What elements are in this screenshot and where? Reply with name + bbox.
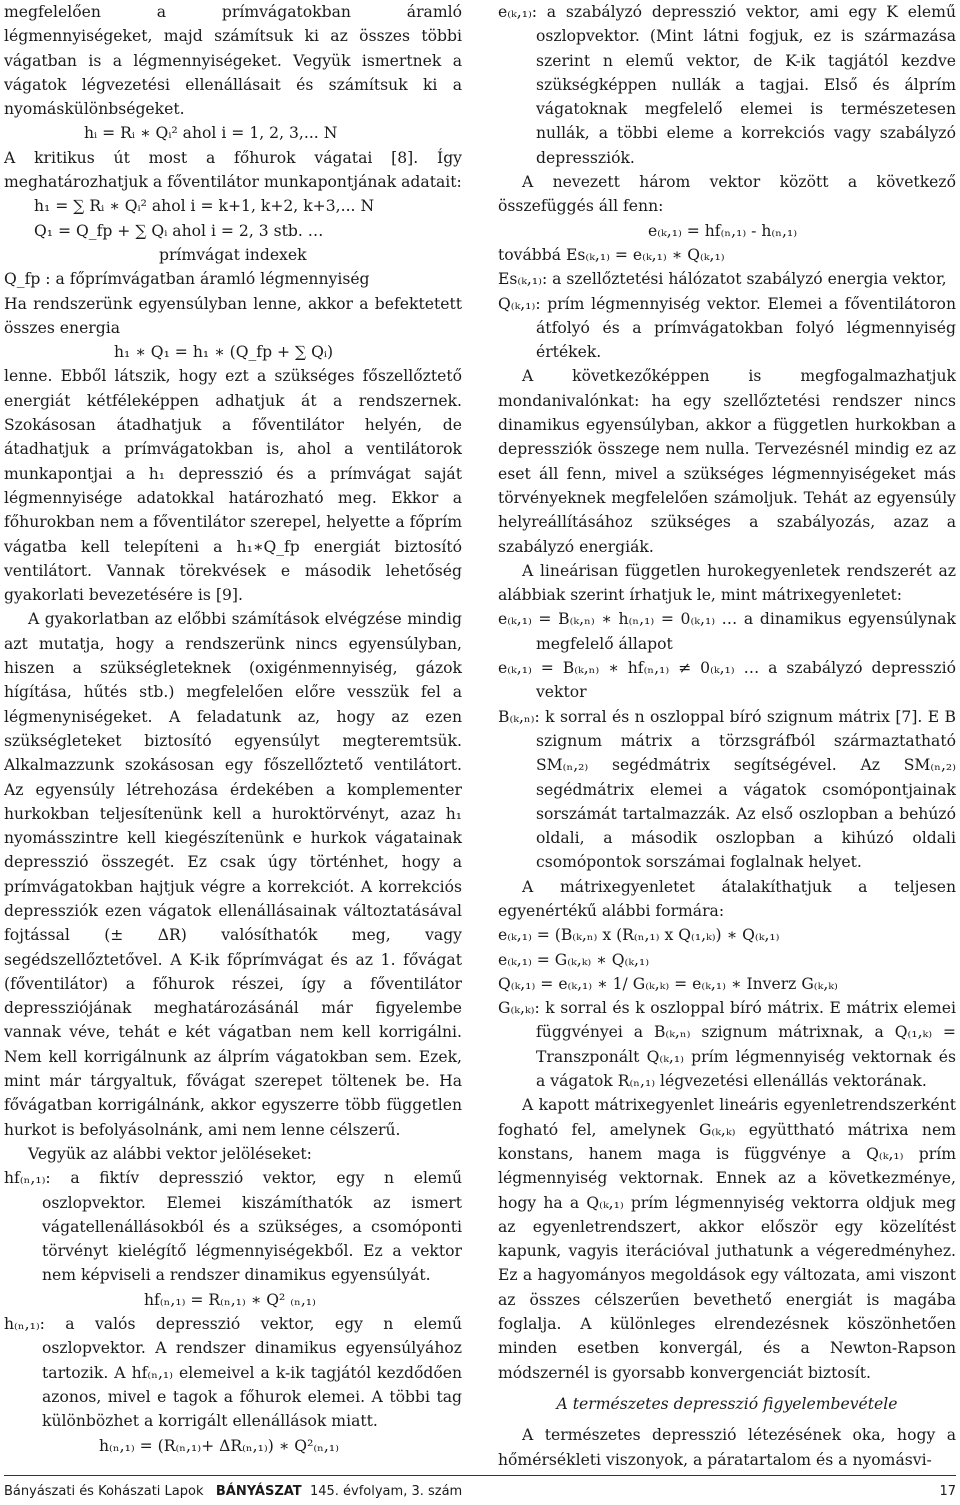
paragraph: Ha rendszerünk egyensúlyban lenne, akkor a befektetett összes energia (4, 294, 462, 337)
paragraph: A lineárisan független hurokegyenletek rendszerét az alábbiak szerint írhatjuk le, mint mátrixegyenletet: (498, 561, 956, 605)
page-footer (4, 1475, 956, 1504)
paragraph: e₍ₖ,₁₎ = B₍ₖ,ₙ₎ ∗ h₍ₙ,₁₎ = 0₍ₖ,₁₎ … a dinamikus egyensúlynak megfelelő állapot (498, 610, 956, 653)
section-heading: A természetes depresszió figyelembevétele (556, 1394, 898, 1413)
paragraph: B₍ₖ,ₙ₎: k sorral és n oszloppal bíró szignum mátrix [7]. E B szignum mátrix a törzsgráfból származtatható SM₍ₙ,₂₎ segédmátrix segítségével. Az SM₍ₙ,₂₎ segédmátrix elemei a vágatok csomópontjainak sorszámát tartalmazzák. Az első oszlopban a behúzó oldali, a második oszlopban a kihúzó oldali csomópontok sorszámai foglalnak helyet. (498, 707, 956, 872)
equation: e₍ₖ,₁₎ = hf₍ₙ,₁₎ - h₍ₙ,₁₎ (648, 221, 798, 240)
paragraph: A mátrixegyenletet átalakíthatjuk a teljesen egyenértékű alábbi formára: (498, 877, 956, 920)
equation: e₍ₖ,₁₎ = G₍ₖ,ₖ₎ ∗ Q₍ₖ,₁₎ (498, 950, 650, 969)
paragraph: Q₍ₖ,₁₎: prím légmennyiség vektor. Elemei a főventilátoron átfolyó és a prímvágatokban folyó légmennyiség értékek. (498, 294, 956, 362)
equation: h₁ ∗ Q₁ = h₁ ∗ (Q_fp + ∑ Qᵢ) (114, 343, 334, 362)
equation: hᵢ = Rᵢ ∗ Qᵢ² ahol i = 1, 2, 3,... N (84, 124, 338, 143)
journal-name: Bányászati és Kohászati Lapok (4, 1484, 204, 1499)
paragraph: hf₍ₙ,₁₎: a fiktív depresszió vektor, egy n elemű oszlopvektor. Elemei kiszámíthatók az ismert vágatellenállásokból és a szükséges, a csomóponti törvényt kielégítő légmennyiségekből. Ez a vektor nem képviseli a rendszer dinamikus egyensúlyát. (4, 1169, 462, 1285)
equation: e₍ₖ,₁₎ = (B₍ₖ,ₙ₎ x (R₍ₙ,₁₎ x Q₍₁,ₖ₎) ∗ Q₍ₖ,₁₎ (498, 926, 780, 945)
equation: h₍ₙ,₁₎ = (R₍ₙ,₁₎+ ΔR₍ₙ,₁₎) ∗ Q²₍ₙ,₁₎ (99, 1436, 339, 1455)
paragraph: A természetes depresszió létezésének oka, hogy a hőmérsékleti viszonyok, a páratartalom és a nyomásvi- (498, 1426, 956, 1469)
page-number: 17 (939, 1484, 956, 1499)
paragraph: G₍ₖ,ₖ₎: k sorral és k oszloppal bíró mátrix. E mátrix elemei függvényei a B₍ₖ,ₙ₎ szignum mátrixnak, a Q₍₁,ₖ₎ = Transzponált Q₍ₖ,₁₎ prím légmennyiség vektornak és a vágatok R₍ₙ,₁₎ légvezetési ellenállás vektorának. (498, 999, 956, 1091)
equation: prímvágat indexek (159, 245, 307, 264)
paragraph: Es₍ₖ,₁₎: a szellőztetési hálózatot szabályzó energia vektor, (498, 270, 947, 289)
paragraph: e₍ₖ,₁₎ = B₍ₖ,ₙ₎ ∗ hf₍ₙ,₁₎ ≠ 0₍ₖ,₁₎ … a szabályzó depresszió vektor (498, 659, 956, 702)
paragraph: A következőképpen is megfogalmazhatjuk mondanivalónkat: ha egy szellőztetési rendszer nincs dinamikus egyensúlyban, akkor a független hurkokban a depressziók összege nem nulla. Tervezésnél mindig ez az eset áll fenn, mivel a szükséges légmennyiségeket más törvényeknek megfelelően számoljuk. Tehát az egyensúly helyreállításához szükséges a szabályozás, azaz a szabályzó energiák. (498, 367, 956, 556)
paragraph: A gyakorlatban az előbbi számítások elvégzése mindig azt mutatja, hogy a rendszerünk nincs egyensúlyban, hiszen a szükségleteknek (oxigénmennyiség, gázok hígítása, hűtés stb.) megfelelően előre vesszük fel a légmenyniségeket. A feladatunk az, hogy az ezen szükségleteket biztosító egyensúlyt megteremtsük. Alkalmazzunk szokásosan egy főszellőztető ventilátort. Az egyensúly létrehozása érdekében a komplementer hurkokban teljesítenünk kell a huroktörvényt, azaz h₁ nyomásszintre kell kiegészítenünk e hurkok vágatainak depresszió összegét. Ez csak úgy történhet, hogy a prímvágatokban hajtjuk végre a korrekciót. A korrekciós depressziók ezen vágatok ellenállásainak változtatásával fojtással (± ΔR) valósíthatók meg, vagy segédszellőztetővel. A K-ik főprímvágat és az 1. fővágat (főventilátor) a főhurok részei, így a főventilátor depressziójának meghatározásánál már figyelembe vannak véve, tehát e két vágatban nem kell korrigálni. Nem kell korrigálnunk az álprím vágatokban sem. Ezek, mint már tárgyaltuk, fővágat szerepet töltenek be. Ha fővágatban korrigálnánk, akkor egyszerre több független hurkot is befolyásolnánk, ami nem lenne célszerű. (4, 610, 462, 1139)
equation: Q₍ₖ,₁₎ = e₍ₖ,₁₎ ∗ 1/ G₍ₖ,ₖ₎ = e₍ₖ,₁₎ ∗ Inverz G₍ₖ,ₖ₎ (498, 974, 838, 993)
paragraph: e₍ₖ,₁₎: a szabályzó depresszió vektor, ami egy K elemű oszlopvektor. (Mint látni fogjuk, ez is származása szerint n elemű vektor, de K-ik tagjától kezdve szükségképpen nullák a tagjai. Első és álprím vágatoknak megfelelő elemei is természetesen nullák, a többi eleme a korrekciós vagy szabályzó depressziók. (498, 3, 956, 167)
paragraph: Q_fp : a főprímvágatban áramló légmennyiség (4, 270, 370, 289)
equation: hf₍ₙ,₁₎ = R₍ₙ,₁₎ ∗ Q² ₍ₙ,₁₎ (144, 1290, 316, 1309)
journal-caps: BÁNYÁSZAT (215, 1484, 302, 1499)
paragraph: megfelelően a prímvágatokban áramló légmennyiségeket, majd számítsuk ki az összes többi vágatban is a légmennyiségeket. Vegyük ismertnek a vágatok légvezetési ellenállásait és számítsuk ki a nyomáskülönbségeket. (4, 3, 462, 119)
paragraph: lenne. Ebből látszik, hogy ezt a szükséges főszellőztető energiát kétféleképpen adhatjuk át a rendszernek. Szokásosan átadhatjuk a főventilátor helyén, de átadhatjuk a prímvágatokban is, ahol a ventilátorok munkapontjai a h₁ depresszió és a prímvágat saját légmennyisége adatokkal határozható meg. Ekkor a főhurokban nem a főventilátor szerepel, helyette a főprím vágatba kell telepíteni a h₁∗Q_fp energiát biztosító ventilátort. Vannak törekvések e második lehetőség gyakorlati bevezetésére is [9]. (4, 367, 462, 605)
paragraph: Vegyük az alábbi vektor jelöléseket: (28, 1144, 312, 1163)
equation: továbbá Es₍ₖ,₁₎ = e₍ₖ,₁₎ ∗ Q₍ₖ,₁₎ (498, 245, 725, 264)
left-column (4, 0, 462, 1458)
paragraph: A kapott mátrixegyenlet lineáris egyenletrendszerként fogható fel, amelynek G₍ₖ,ₖ₎ együttható mátrixa nem konstans, hanem maga is függvénye a Q₍ₖ,₁₎ prím légmennyiség vektornak. Ennek az a következménye, hogy ha a Q₍ₖ,₁₎ prím légmennyiség vektorra oldjuk meg az egyenletrendszert, akkor először egy közelítést kapunk, vagyis iterációval juthatunk a végeredményhez. Ez a hagyományos megoldások egy változata, ami viszont az összes célszerűen bevethető energiát is magába foglalja. A különleges elrendezésnek köszönhetően minden esetben konvergál, és a Newton-Rapson módszernél is gyorsabb konvergenciát biztosít. (498, 1096, 956, 1382)
paragraph: h₍ₙ,₁₎: a valós depresszió vektor, egy n elemű oszlopvektor. A rendszer dinamikus egyensúlyához tartozik. A hf₍ₙ,₁₎ elemeivel a k-ik tagjától kezdődően azonos, mivel e tagok a főhurok elemei. A többi tag különbözhet a korrigált ellenállások miatt. (4, 1315, 462, 1431)
paragraph: A nevezett három vektor között a következő összefüggés áll fenn: (498, 173, 956, 216)
equation: h₁ = ∑ Rᵢ ∗ Qᵢ² ahol i = k+1, k+2, k+3,... N (34, 197, 375, 216)
right-column (498, 0, 956, 1472)
equation: Q₁ = Q_fp + ∑ Qᵢ ahol i = 2, 3 stb. … (34, 221, 324, 240)
paragraph: A kritikus út most a főhurok vágatai [8]. Így meghatározhatjuk a főventilátor munkapontjának adatait: (4, 148, 462, 192)
issue-info: 145. évfolyam, 3. szám (309, 1484, 463, 1499)
footer-citation (4, 1480, 462, 1504)
